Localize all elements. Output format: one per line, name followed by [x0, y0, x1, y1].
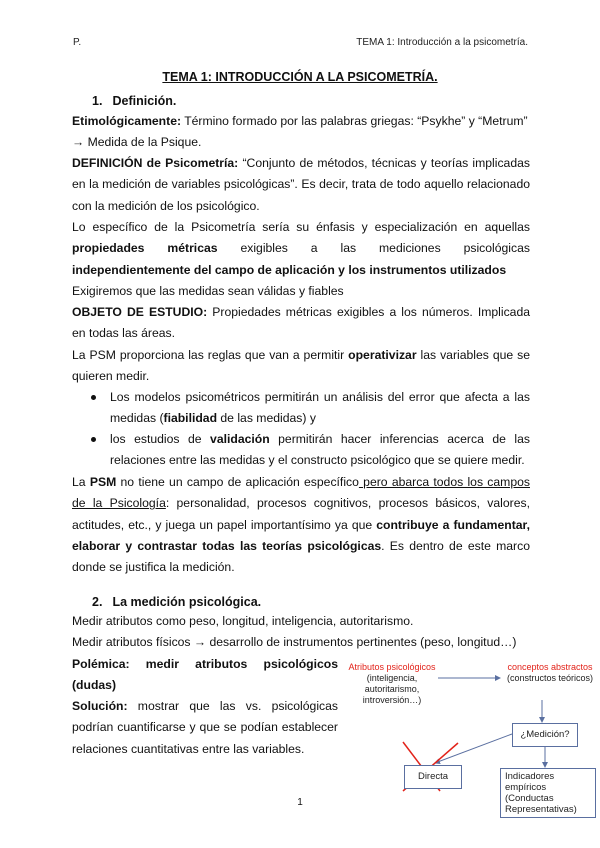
etimologia-paragraph [72, 111, 530, 154]
psm-b: operativizar [348, 348, 417, 362]
final-c: no tiene un campo de aplicación específico [116, 475, 359, 489]
especifico-c: exigibles a las mediciones psicológicas [217, 241, 530, 256]
header-left: P. [73, 37, 82, 48]
especifico-d: independientemente del campo de aplicación y los instrumentos utilizados [72, 262, 507, 277]
etim-line2: → Medida de la Psique. [72, 135, 202, 150]
final-f: contribuye a fundamentar, elaborar y contrastar todas las teorías psicológicas [72, 517, 530, 553]
section2-heading [92, 595, 261, 609]
psm-c: las variables que se quieren medir. [72, 348, 530, 384]
polemica-label: Polémica: medir atributos psicológicos (dudas) [72, 657, 338, 693]
section2-title: La medición psicológica. [112, 595, 262, 609]
objeto-text: Propiedades métricas exigibles a los números. Implicada en todas las áreas. [72, 305, 530, 341]
section1-heading [92, 94, 176, 108]
def-text: “Conjunto de métodos, técnicas y teorías implicadas en la medición de variables psicológicas”. Es decir, trata de todo aquello relacionado con la medición de los psicológico. [72, 156, 530, 213]
bullet2-a: los estudios de [110, 432, 211, 446]
concept-sub: (constructos teóricos) [506, 673, 594, 683]
final-paragraph [72, 472, 530, 578]
concept-node [500, 662, 600, 684]
attr-node [342, 662, 442, 706]
polemica-paragraph [72, 654, 338, 697]
exigiremos-line: Exigiremos que las medidas sean válidas y fiables [72, 284, 344, 298]
final-e: : personalidad, procesos cognitivos, procesos básicos, valores, actitudes, etc., y juega un papel importantísimo ya que [72, 496, 530, 532]
page-number: 1 [297, 797, 303, 808]
etim-label: Etimológicamente: [72, 114, 182, 128]
page-title: TEMA 1: INTRODUCCIÓN A LA PSICOMETRÍA. [162, 70, 438, 84]
final-d: pero abarca todos los campos de la Psicología [72, 475, 530, 511]
especifico-a: Lo específico de la Psicometría sería su énfasis y especialización en aquellas [72, 220, 530, 234]
directa-box: Directa [404, 765, 462, 789]
bullet1-b: fiabilidad [163, 411, 218, 426]
def-label: DEFINICIÓN de Psicometría: [72, 156, 239, 170]
objeto-paragraph [72, 302, 530, 345]
bullet-dot [91, 395, 96, 400]
bullet-item-2 [110, 429, 530, 472]
bullet1-a: Los modelos psicométricos permitirán un análisis del error que afecta a las medidas ( [110, 390, 530, 426]
section2-number: 2. [92, 595, 103, 609]
solucion-paragraph [72, 696, 338, 760]
bullet-dot [91, 437, 96, 442]
bullet-item-1 [110, 387, 530, 430]
final-a: La [72, 475, 90, 489]
attr-title: Atributos psicológicos [348, 662, 436, 672]
attr-sub: (inteligencia, autoritarismo, introversión…) [362, 673, 422, 705]
header-right: TEMA 1: Introducción a la psicometría. [356, 37, 528, 48]
especifico-b: propiedades métricas [72, 241, 218, 256]
especifico-paragraph [72, 217, 530, 281]
bullet2-c: permitirán hacer inferencias acerca de las relaciones entre las medidas y el constructo psicológico que se quiere medir. [110, 432, 530, 468]
concept-title: conceptos abstractos [507, 662, 593, 672]
medicion-box: ¿Medición? [512, 723, 578, 747]
section2-line2: Medir atributos físicos → desarrollo de instrumentos pertinentes (peso, longitud…) [72, 635, 517, 649]
definicion-paragraph [72, 153, 530, 217]
bullet1-c: de las medidas) y [217, 411, 316, 426]
section1-title: Definición. [112, 94, 177, 108]
section1-number: 1. [92, 94, 103, 108]
final-g: . Es dentro de este marco donde se justifica la medición. [72, 538, 530, 575]
etim-text: Término formado por las palabras griegas: “Psykhe” y “Metrum” [181, 114, 528, 128]
section2-line1: Medir atributos como peso, longitud, inteligencia, autoritarismo. [72, 614, 414, 628]
psm-paragraph [72, 345, 530, 388]
medicion-diagram [340, 655, 600, 835]
psm-a: La PSM proporciona las reglas que van a permitir [72, 348, 349, 362]
final-b: PSM [89, 475, 117, 489]
solucion-text: mostrar que las vs. psicológicas podrían cuantificarse y que se podían establecer relaciones cuantitativas entre las variables. [72, 699, 338, 756]
solucion-label: Solución: [72, 699, 128, 713]
indicadores-box: Indicadores empíricos (Conductas Representativas) [500, 768, 596, 818]
objeto-label: OBJETO DE ESTUDIO: [72, 305, 208, 319]
arrow-medicion-to-directa [435, 734, 512, 763]
bullet2-b: validación [210, 432, 270, 446]
